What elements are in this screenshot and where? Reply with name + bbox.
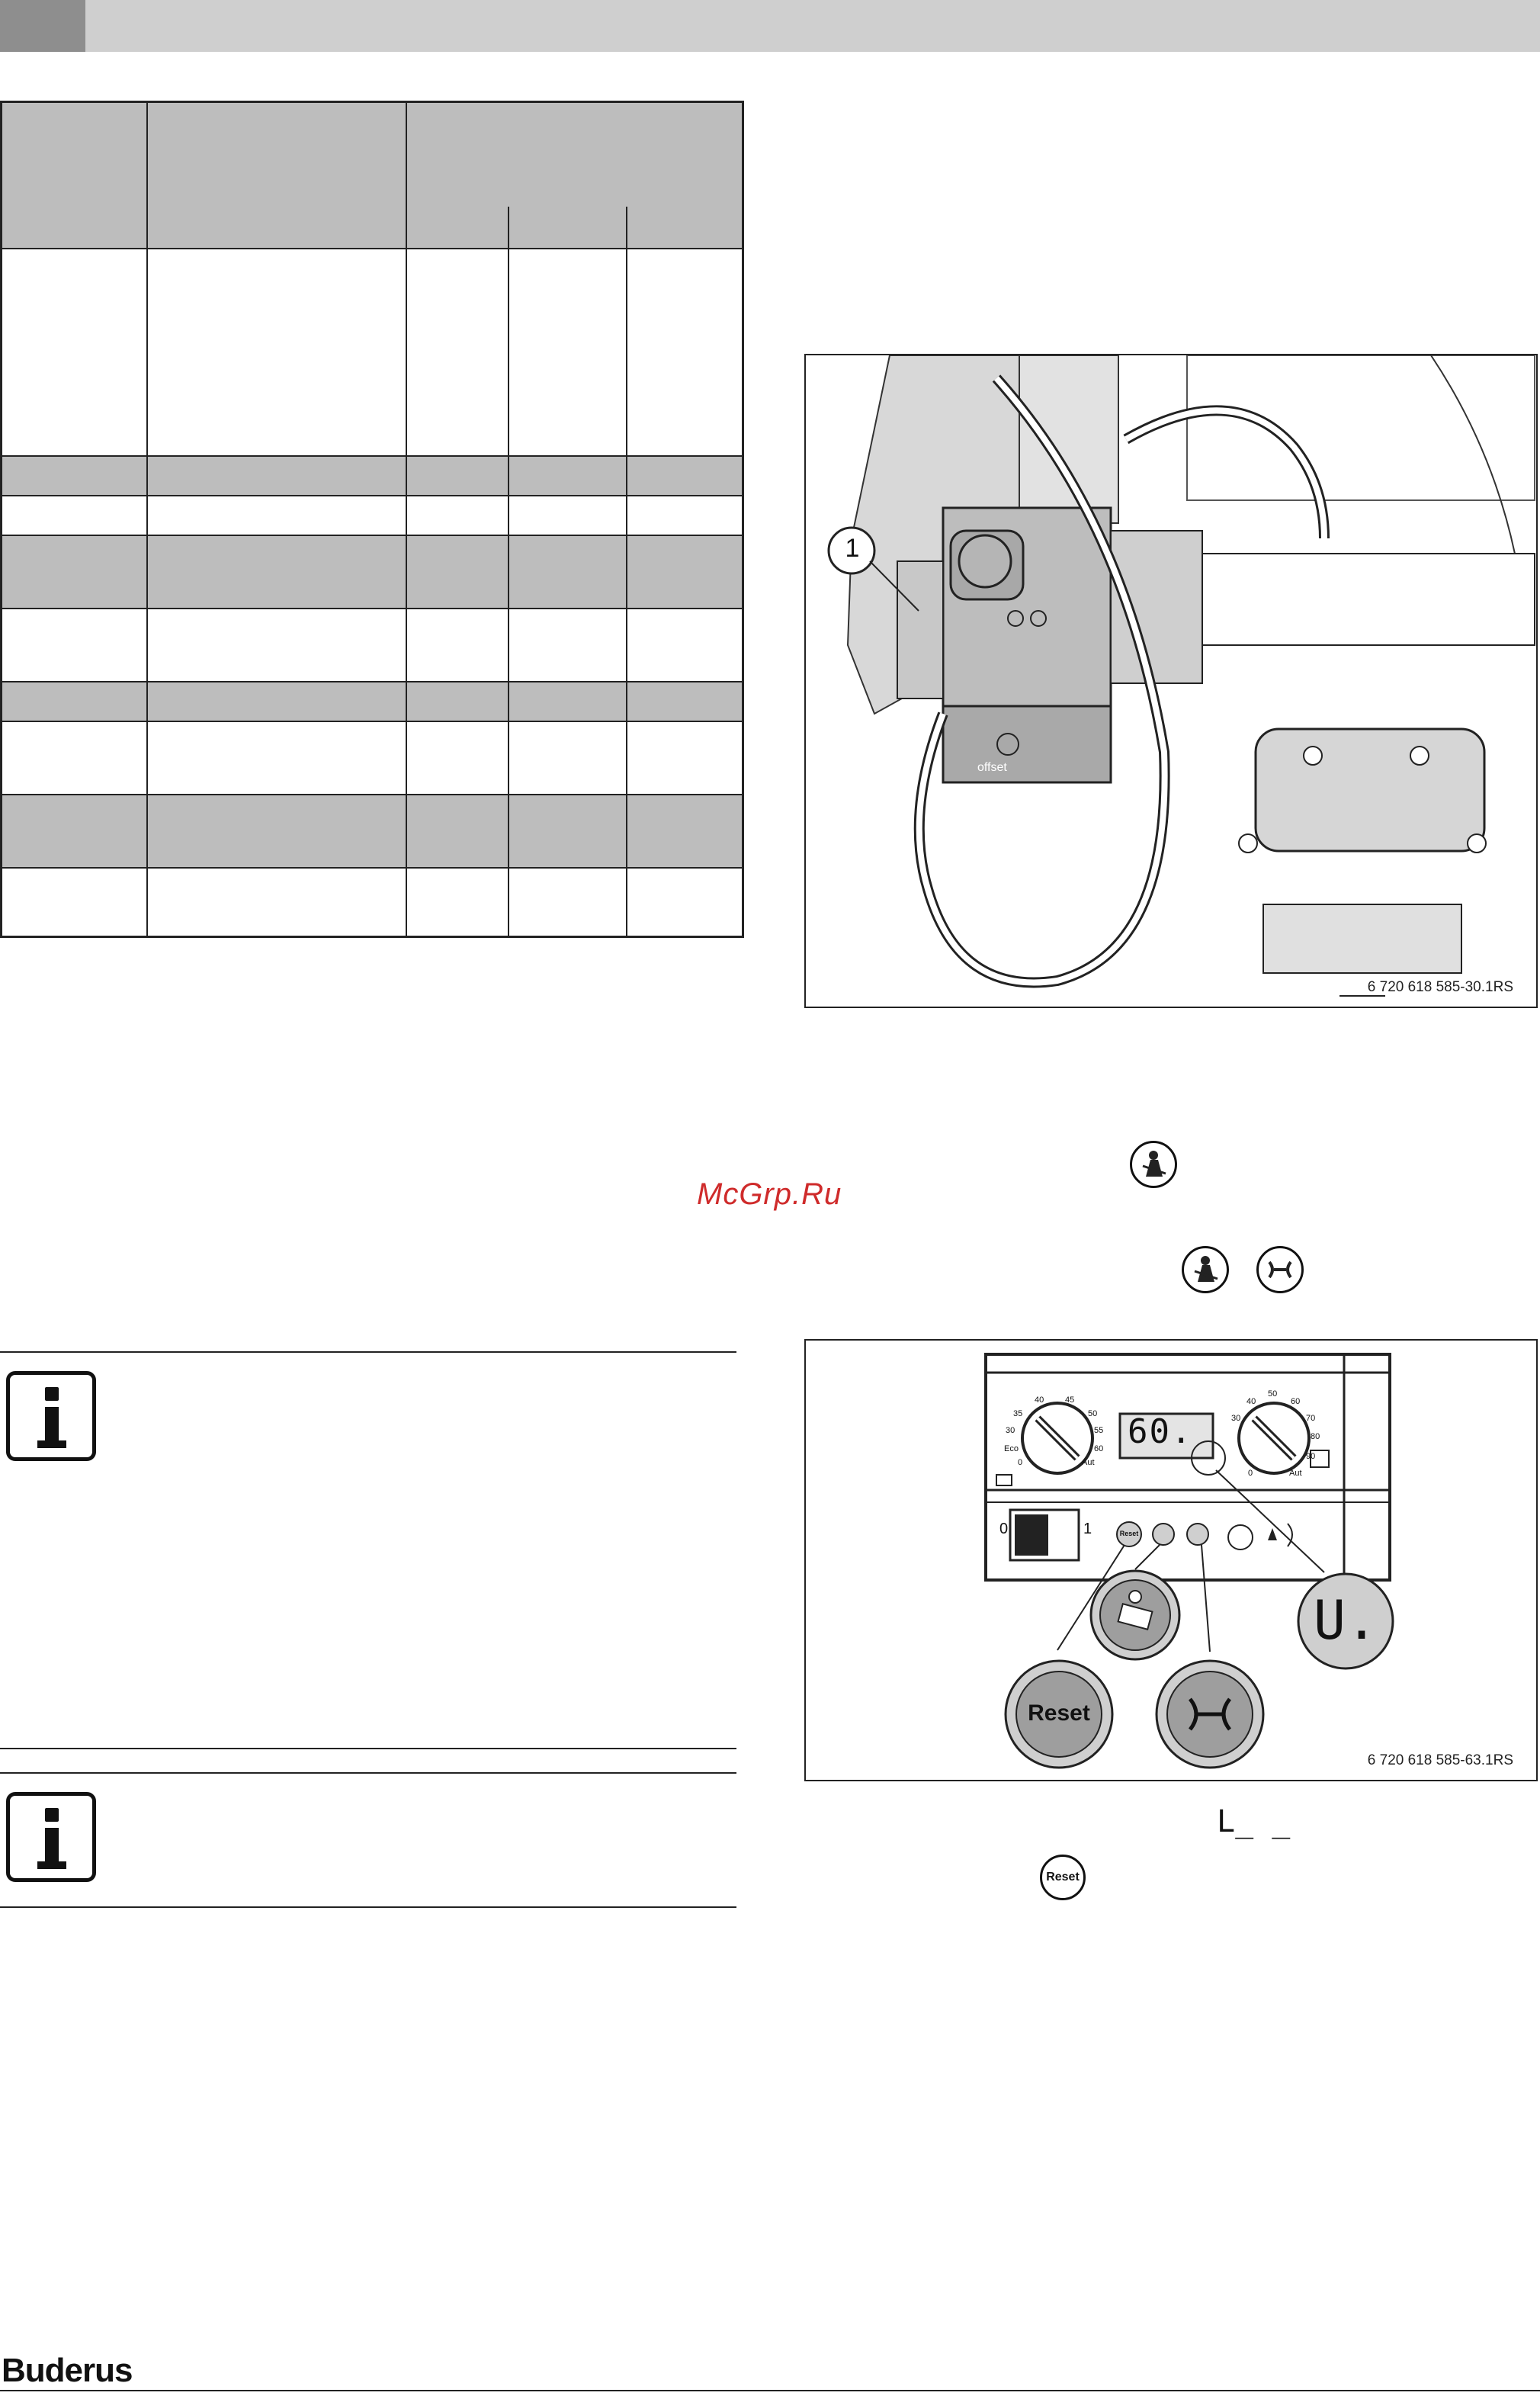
chimney-sweep-icon (1182, 1246, 1229, 1293)
callout-number: 1 (845, 534, 860, 563)
table-row (2, 249, 742, 457)
service-icon (1256, 1246, 1304, 1293)
valve-offset-label: offset (977, 761, 1007, 774)
dhw-scale-label: Eco (1004, 1444, 1019, 1453)
zoom-display: U. (1313, 1589, 1378, 1652)
dhw-scale-label: 55 (1094, 1426, 1104, 1435)
table-row (2, 457, 742, 496)
ch-scale-label: 90 (1306, 1452, 1316, 1461)
ch-scale-label: 80 (1311, 1432, 1320, 1441)
watermark: McGrp.Ru (697, 1177, 842, 1211)
switch-on-label: 1 (1083, 1521, 1092, 1537)
ch-scale-label: 40 (1246, 1397, 1256, 1406)
note-bottom-rule (0, 1748, 736, 1749)
info-icon (6, 1792, 96, 1882)
column-divider (146, 103, 148, 936)
table-row (2, 682, 742, 722)
figure-id: 6 720 618 585-30.1RS (1367, 979, 1513, 995)
settings-table (0, 101, 744, 938)
boiler-display: 60. (1128, 1412, 1193, 1451)
control-panel-figure (804, 1339, 1538, 1781)
dhw-scale-label: 45 (1065, 1395, 1075, 1405)
header-bar (85, 0, 1540, 52)
dhw-scale-label: Aut (1082, 1458, 1095, 1467)
brand-logo: Buderus (2, 2352, 133, 2389)
table-header-group (406, 103, 745, 249)
table-row (2, 869, 742, 936)
reset-button-zoom: Reset (1028, 1700, 1090, 1726)
control-panel-drawing (806, 1341, 1536, 1780)
header-bar-tab (0, 0, 85, 52)
ch-scale-label: 30 (1231, 1414, 1241, 1423)
figure-id: 6 720 618 585-63.1RS (1367, 1752, 1513, 1768)
ch-scale-label: 70 (1306, 1414, 1316, 1423)
dhw-scale-label: 50 (1088, 1409, 1098, 1418)
reset-button[interactable]: Reset (1119, 1530, 1139, 1537)
ch-scale-label: 0 (1248, 1469, 1253, 1478)
dhw-scale-label: 30 (1006, 1426, 1015, 1435)
ch-scale-label: 50 (1268, 1389, 1278, 1399)
table-row (2, 496, 742, 536)
note-bottom-rule (0, 1906, 736, 1908)
table-row (2, 609, 742, 682)
table-row (2, 795, 742, 869)
inline-display-code: L_ _ (1217, 1804, 1291, 1839)
gas-valve-drawing (806, 355, 1536, 1007)
dhw-scale-label: 40 (1035, 1395, 1044, 1405)
switch-off-label: 0 (999, 1521, 1009, 1537)
note-top-rule (0, 1351, 736, 1353)
info-icon (6, 1371, 96, 1461)
table-row (2, 536, 742, 609)
ch-scale-label: Aut (1289, 1469, 1302, 1478)
dhw-scale-label: 35 (1013, 1409, 1023, 1418)
reset-icon: Reset (1040, 1855, 1086, 1900)
footer-rule (0, 2390, 1540, 2391)
table-row (2, 722, 742, 795)
ch-scale-label: 60 (1291, 1397, 1301, 1406)
column-divider (508, 207, 509, 936)
dhw-scale-label: 60 (1094, 1444, 1104, 1453)
dhw-scale-label: 0 (1018, 1458, 1023, 1467)
gas-valve-figure (804, 354, 1538, 1008)
column-divider (626, 207, 627, 936)
chimney-sweep-icon (1130, 1141, 1177, 1188)
note-top-rule (0, 1772, 736, 1774)
